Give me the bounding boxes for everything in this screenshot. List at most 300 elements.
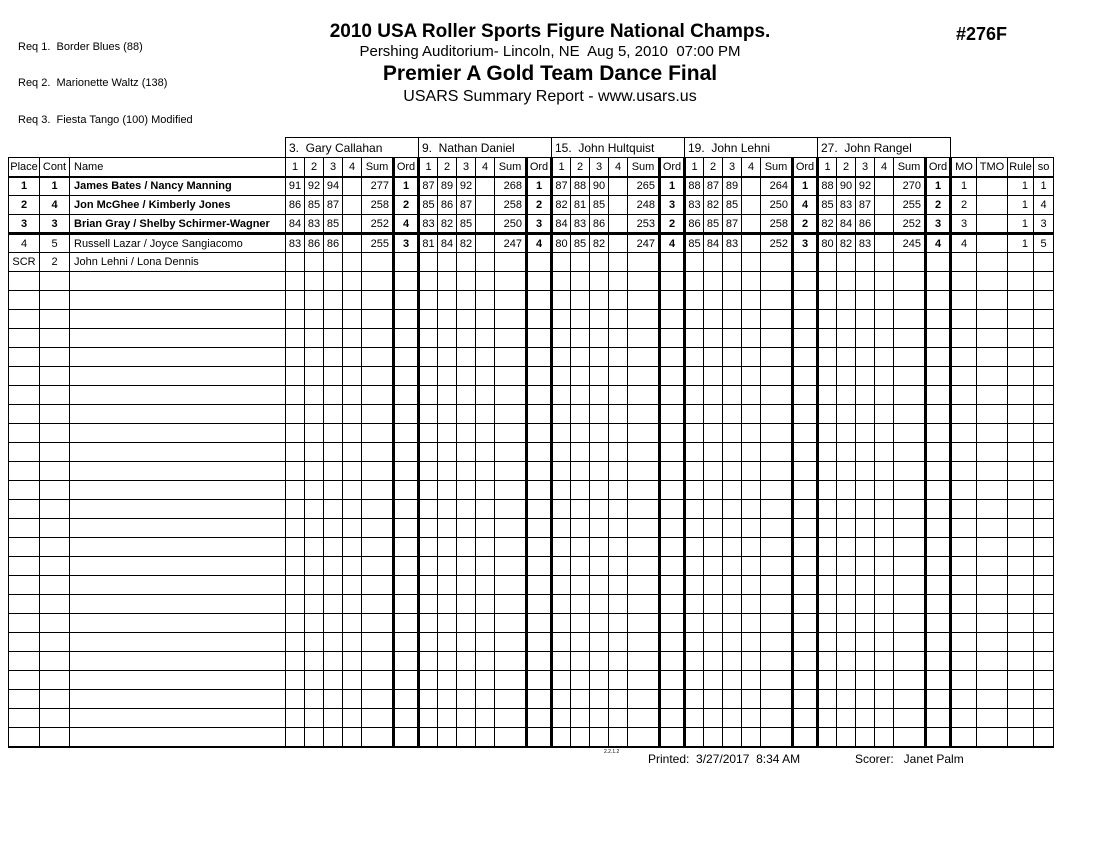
sum-cell (761, 405, 793, 424)
score-cell (324, 633, 343, 652)
so-cell (1034, 709, 1054, 728)
score-cell (457, 671, 476, 690)
score-cell (438, 500, 457, 519)
score-cell (837, 538, 856, 557)
so-cell (1034, 500, 1054, 519)
sum-cell (761, 272, 793, 291)
so-cell (1034, 633, 1054, 652)
sum-cell (761, 253, 793, 272)
score-cell (837, 519, 856, 538)
score-cell (742, 671, 761, 690)
ord-cell (527, 728, 552, 747)
mo-cell (951, 272, 977, 291)
score-cell (343, 424, 362, 443)
score-cell (723, 576, 742, 595)
score-cell (875, 538, 894, 557)
cont-header: Cont (40, 158, 70, 177)
score-cell (552, 671, 571, 690)
mo-cell (951, 595, 977, 614)
cont-cell (40, 538, 70, 557)
printed-timestamp: Printed: 3/27/2017 8:34 AM (648, 752, 801, 766)
sum-cell (495, 500, 527, 519)
score-cell (704, 709, 723, 728)
score-cell (438, 367, 457, 386)
ord-cell (793, 348, 818, 367)
score-cell (875, 576, 894, 595)
judge-name-header-4: 19. John Lehni (685, 138, 818, 158)
empty-table-row (9, 557, 1054, 576)
ord-cell (394, 348, 419, 367)
ord-cell: 4 (527, 234, 552, 253)
score-cell (552, 652, 571, 671)
tmo-cell (977, 443, 1008, 462)
score-cell (571, 329, 590, 348)
score-cell (856, 386, 875, 405)
score-cell (343, 500, 362, 519)
sum-cell (628, 348, 660, 367)
score-header: 4 (875, 158, 894, 177)
so-cell (1034, 329, 1054, 348)
sum-header: Sum (495, 158, 527, 177)
score-cell (818, 690, 837, 709)
sum-cell (495, 481, 527, 500)
sum-header: Sum (628, 158, 660, 177)
sum-cell (628, 633, 660, 652)
sum-cell (761, 348, 793, 367)
sum-cell (628, 500, 660, 519)
sum-cell: 253 (628, 215, 660, 234)
score-cell (856, 690, 875, 709)
score-cell: 85 (723, 196, 742, 215)
score-cell (438, 386, 457, 405)
score-cell (324, 291, 343, 310)
score-cell (324, 614, 343, 633)
score-cell (704, 633, 723, 652)
cont-cell (40, 557, 70, 576)
empty-table-row (9, 519, 1054, 538)
so-cell (1034, 291, 1054, 310)
score-cell (419, 462, 438, 481)
ord-cell (527, 633, 552, 652)
sum-cell (495, 671, 527, 690)
ord-cell: 2 (660, 215, 685, 234)
mo-cell (951, 367, 977, 386)
score-cell (305, 291, 324, 310)
cont-cell (40, 424, 70, 443)
sum-cell (628, 481, 660, 500)
sum-cell (495, 291, 527, 310)
ord-cell (527, 671, 552, 690)
ord-cell (793, 538, 818, 557)
name-cell (70, 728, 286, 747)
sum-cell (628, 424, 660, 443)
cont-cell (40, 310, 70, 329)
score-cell (286, 519, 305, 538)
ord-cell (793, 557, 818, 576)
empty-table-row (9, 348, 1054, 367)
score-cell (419, 386, 438, 405)
cont-cell (40, 462, 70, 481)
score-cell (476, 253, 495, 272)
score-cell (837, 367, 856, 386)
table-row (9, 234, 1054, 253)
sum-cell (761, 424, 793, 443)
score-cell (875, 348, 894, 367)
score-cell (286, 652, 305, 671)
score-cell (476, 234, 495, 253)
score-cell (685, 519, 704, 538)
name-cell (70, 557, 286, 576)
cont-cell (40, 386, 70, 405)
score-cell (818, 595, 837, 614)
ord-cell (926, 310, 951, 329)
score-cell (324, 709, 343, 728)
place-cell (9, 576, 40, 595)
score-cell (286, 329, 305, 348)
score-cell (305, 272, 324, 291)
sum-cell (362, 291, 394, 310)
score-cell: 82 (837, 234, 856, 253)
mo-cell (951, 728, 977, 747)
score-cell (856, 671, 875, 690)
name-cell (70, 367, 286, 386)
score-cell (343, 367, 362, 386)
score-cell (571, 500, 590, 519)
score-cell (818, 557, 837, 576)
score-cell (818, 253, 837, 272)
score-cell (419, 500, 438, 519)
score-cell (286, 253, 305, 272)
sum-cell: 258 (761, 215, 793, 234)
score-cell (476, 633, 495, 652)
sum-cell (362, 671, 394, 690)
score-cell (343, 215, 362, 234)
score-cell (552, 462, 571, 481)
score-cell: 80 (818, 234, 837, 253)
score-cell (305, 386, 324, 405)
score-cell (875, 500, 894, 519)
ord-cell (660, 690, 685, 709)
score-cell (286, 500, 305, 519)
ord-cell (793, 424, 818, 443)
ord-cell (660, 709, 685, 728)
score-cell: 84 (837, 215, 856, 234)
sum-cell (761, 728, 793, 747)
score-cell (438, 424, 457, 443)
ord-cell (793, 652, 818, 671)
score-cell (419, 443, 438, 462)
score-cell (818, 462, 837, 481)
score-cell (476, 690, 495, 709)
rule-cell (1008, 291, 1034, 310)
score-cell (419, 272, 438, 291)
score-cell (723, 614, 742, 633)
score-cell (704, 348, 723, 367)
mo-cell: 2 (951, 196, 977, 215)
score-cell (552, 443, 571, 462)
score-cell (837, 405, 856, 424)
so-cell (1034, 348, 1054, 367)
score-cell (875, 215, 894, 234)
ord-header: Ord (394, 158, 419, 177)
sum-cell (362, 614, 394, 633)
so-header: so (1034, 158, 1054, 177)
score-cell (590, 519, 609, 538)
sum-cell (362, 443, 394, 462)
ord-cell (926, 329, 951, 348)
score-cell (457, 709, 476, 728)
place-header: Place (9, 158, 40, 177)
score-cell (571, 538, 590, 557)
empty-table-row (9, 671, 1054, 690)
sum-cell (495, 253, 527, 272)
score-cell: 92 (457, 177, 476, 196)
score-cell (343, 310, 362, 329)
sum-cell (362, 310, 394, 329)
ord-header: Ord (926, 158, 951, 177)
ord-cell (527, 709, 552, 728)
ord-cell (926, 595, 951, 614)
sum-cell (761, 614, 793, 633)
results-table-wrap (8, 137, 1054, 748)
score-cell (286, 443, 305, 462)
judge-header-row (9, 138, 1054, 158)
score-cell: 83 (856, 234, 875, 253)
score-cell (875, 614, 894, 633)
rule-cell (1008, 500, 1034, 519)
score-cell: 86 (856, 215, 875, 234)
ord-cell (394, 671, 419, 690)
score-cell (438, 690, 457, 709)
score-cell (856, 633, 875, 652)
sum-cell (628, 671, 660, 690)
score-cell (324, 481, 343, 500)
score-cell (742, 348, 761, 367)
ord-cell (527, 576, 552, 595)
tmo-cell (977, 215, 1008, 234)
mo-cell (951, 709, 977, 728)
ord-cell (793, 576, 818, 595)
score-cell (875, 253, 894, 272)
sum-cell (362, 690, 394, 709)
ord-cell (527, 424, 552, 443)
sum-cell: 250 (761, 196, 793, 215)
ord-cell (660, 595, 685, 614)
cont-cell (40, 405, 70, 424)
place-cell (9, 538, 40, 557)
event-title: Premier A Gold Team Dance Final (382, 62, 718, 85)
score-cell (685, 576, 704, 595)
score-cell (305, 462, 324, 481)
sum-cell: 277 (362, 177, 394, 196)
score-cell (286, 386, 305, 405)
so-cell (1034, 671, 1054, 690)
score-cell (704, 481, 723, 500)
name-cell (70, 424, 286, 443)
score-cell (609, 424, 628, 443)
sum-header: Sum (362, 158, 394, 177)
score-cell (476, 481, 495, 500)
score-cell (685, 405, 704, 424)
rule-cell (1008, 652, 1034, 671)
empty-table-row (9, 652, 1054, 671)
score-cell (609, 405, 628, 424)
place-cell (9, 481, 40, 500)
score-cell (856, 310, 875, 329)
score-cell (856, 728, 875, 747)
score-cell (704, 310, 723, 329)
tmo-cell (977, 690, 1008, 709)
score-cell (438, 557, 457, 576)
score-cell (476, 709, 495, 728)
score-cell (837, 576, 856, 595)
ord-cell (926, 462, 951, 481)
tmo-cell (977, 633, 1008, 652)
score-cell (305, 614, 324, 633)
so-cell: 5 (1034, 234, 1054, 253)
score-cell (723, 386, 742, 405)
score-cell (438, 538, 457, 557)
score-header: 1 (818, 158, 837, 177)
score-cell (856, 481, 875, 500)
score-cell (286, 462, 305, 481)
score-cell (609, 481, 628, 500)
empty-table-row (9, 424, 1054, 443)
score-cell (590, 633, 609, 652)
score-cell (704, 424, 723, 443)
sum-cell (362, 652, 394, 671)
rule-cell (1008, 405, 1034, 424)
score-cell (609, 348, 628, 367)
report-subtitle: USARS Summary Report - www.usars.us (403, 88, 697, 105)
score-cell (609, 671, 628, 690)
score-cell (818, 367, 837, 386)
sum-cell (628, 405, 660, 424)
score-cell (476, 272, 495, 291)
score-cell (438, 443, 457, 462)
score-cell (590, 424, 609, 443)
score-cell (685, 633, 704, 652)
ord-cell (926, 386, 951, 405)
sum-cell (761, 443, 793, 462)
score-cell (742, 519, 761, 538)
sum-cell (495, 424, 527, 443)
sum-cell: 252 (362, 215, 394, 234)
score-cell (343, 386, 362, 405)
score-cell (609, 690, 628, 709)
score-cell (818, 519, 837, 538)
tmo-cell (977, 728, 1008, 747)
place-cell (9, 671, 40, 690)
score-cell: 85 (818, 196, 837, 215)
score-cell (324, 728, 343, 747)
mo-cell (951, 462, 977, 481)
score-cell (305, 576, 324, 595)
empty-table-row (9, 690, 1054, 709)
score-cell: 87 (723, 215, 742, 234)
score-cell (571, 728, 590, 747)
rule-cell (1008, 367, 1034, 386)
ord-cell (394, 519, 419, 538)
rule-cell (1008, 462, 1034, 481)
score-cell (286, 538, 305, 557)
ord-cell (394, 462, 419, 481)
ord-cell (793, 595, 818, 614)
score-cell (457, 595, 476, 614)
score-cell (609, 500, 628, 519)
score-cell (552, 481, 571, 500)
score-cell (552, 272, 571, 291)
ord-cell (527, 386, 552, 405)
sum-cell (761, 576, 793, 595)
empty-table-row (9, 481, 1054, 500)
ord-cell (793, 253, 818, 272)
score-cell (419, 348, 438, 367)
sum-cell (628, 538, 660, 557)
tmo-cell (977, 253, 1008, 272)
score-cell (343, 671, 362, 690)
place-cell (9, 500, 40, 519)
score-cell (837, 462, 856, 481)
ord-cell (527, 538, 552, 557)
score-cell: 88 (571, 177, 590, 196)
cont-cell (40, 595, 70, 614)
sum-cell (894, 595, 926, 614)
score-cell: 86 (324, 234, 343, 253)
score-cell (286, 728, 305, 747)
rule-cell (1008, 633, 1034, 652)
score-cell (875, 690, 894, 709)
score-cell (552, 253, 571, 272)
score-cell: 83 (305, 215, 324, 234)
score-cell (457, 329, 476, 348)
score-header: 4 (343, 158, 362, 177)
score-cell (818, 443, 837, 462)
score-cell (438, 595, 457, 614)
ord-header: Ord (660, 158, 685, 177)
score-cell (685, 690, 704, 709)
sum-cell (761, 538, 793, 557)
score-cell: 88 (685, 177, 704, 196)
score-cell (552, 405, 571, 424)
cont-cell (40, 500, 70, 519)
score-cell (438, 671, 457, 690)
score-cell (552, 728, 571, 747)
score-cell (438, 272, 457, 291)
ord-cell (926, 633, 951, 652)
score-cell (419, 652, 438, 671)
score-cell (571, 633, 590, 652)
column-header-row (9, 158, 1054, 177)
ord-cell (394, 481, 419, 500)
place-cell (9, 652, 40, 671)
tmo-cell (977, 424, 1008, 443)
mo-cell (951, 576, 977, 595)
score-cell (856, 405, 875, 424)
score-cell (742, 177, 761, 196)
sum-cell (894, 272, 926, 291)
tmo-cell (977, 538, 1008, 557)
score-cell (818, 481, 837, 500)
ord-cell (394, 500, 419, 519)
ord-cell (793, 443, 818, 462)
ord-cell (793, 671, 818, 690)
ord-cell (660, 253, 685, 272)
place-cell (9, 709, 40, 728)
score-cell (837, 329, 856, 348)
ord-cell (660, 671, 685, 690)
score-cell (343, 481, 362, 500)
